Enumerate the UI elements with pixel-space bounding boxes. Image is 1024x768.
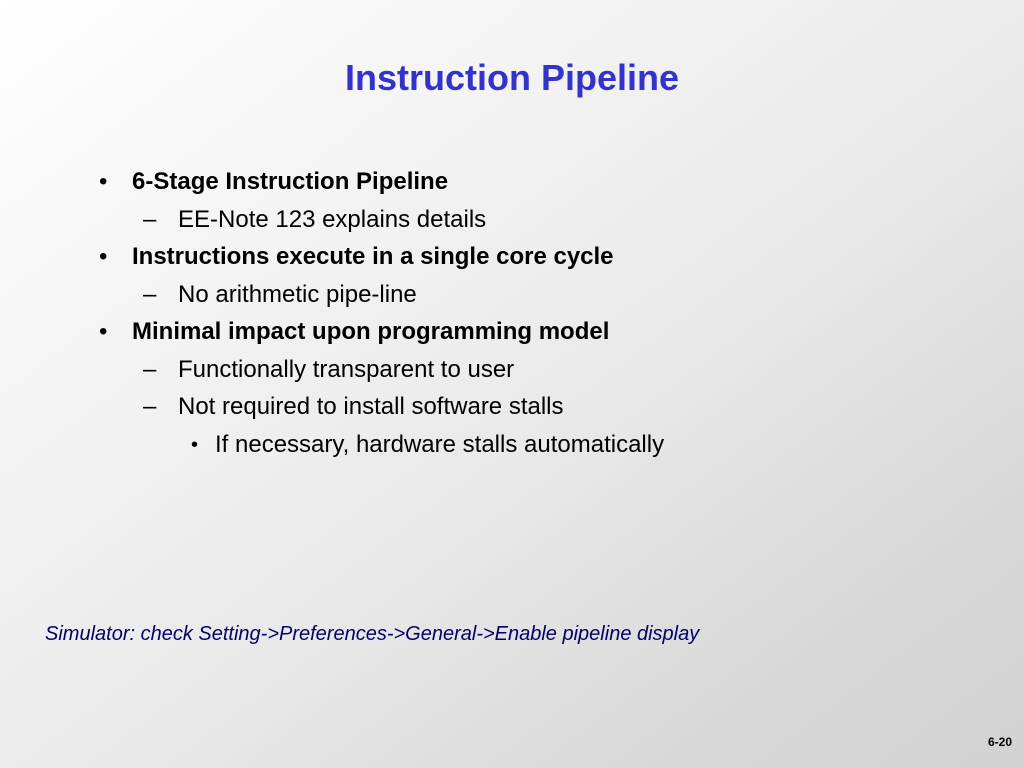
dash-marker: –	[143, 393, 157, 420]
bullet-marker: •	[99, 243, 108, 270]
sub-bullet-text: Functionally transparent to user	[178, 355, 515, 383]
sub-bullet-no-software-stalls	[95, 391, 955, 429]
bullet-list	[95, 166, 955, 466]
bullet-marker: •	[99, 318, 108, 345]
bullet-item-single-cycle	[95, 241, 955, 279]
dash-marker: –	[143, 280, 157, 308]
dash-marker: –	[143, 355, 157, 383]
bullet-marker: •	[99, 168, 108, 195]
bullet-item-minimal-impact	[95, 316, 955, 354]
bullet-marker: •	[191, 433, 199, 456]
sub-bullet-ee-note	[95, 204, 955, 242]
sub-bullet-no-arithmetic	[95, 279, 955, 317]
simulator-note: Simulator: check Setting->Preferences->General->Enable pipeline display	[45, 623, 700, 645]
page-number: 6-20	[987, 735, 1012, 749]
sub-sub-bullet-hardware-stalls	[95, 429, 955, 467]
bullet-item-pipeline-stages	[95, 166, 955, 204]
sub-bullet-text: No arithmetic pipe-line	[178, 280, 417, 308]
bullet-text: 6-Stage Instruction Pipeline	[132, 168, 449, 195]
sub-bullet-text: Not required to install software stalls	[178, 393, 564, 420]
sub-bullet-transparent	[95, 354, 955, 392]
dash-marker: –	[143, 205, 157, 233]
bullet-text: Minimal impact upon programming model	[132, 318, 610, 345]
sub-bullet-text: EE-Note 123 explains details	[178, 205, 487, 233]
slide-title: Instruction Pipeline	[344, 57, 680, 98]
bullet-text: Instructions execute in a single core cycle	[132, 243, 614, 270]
sub-sub-bullet-text: If necessary, hardware stalls automatically	[215, 430, 665, 458]
